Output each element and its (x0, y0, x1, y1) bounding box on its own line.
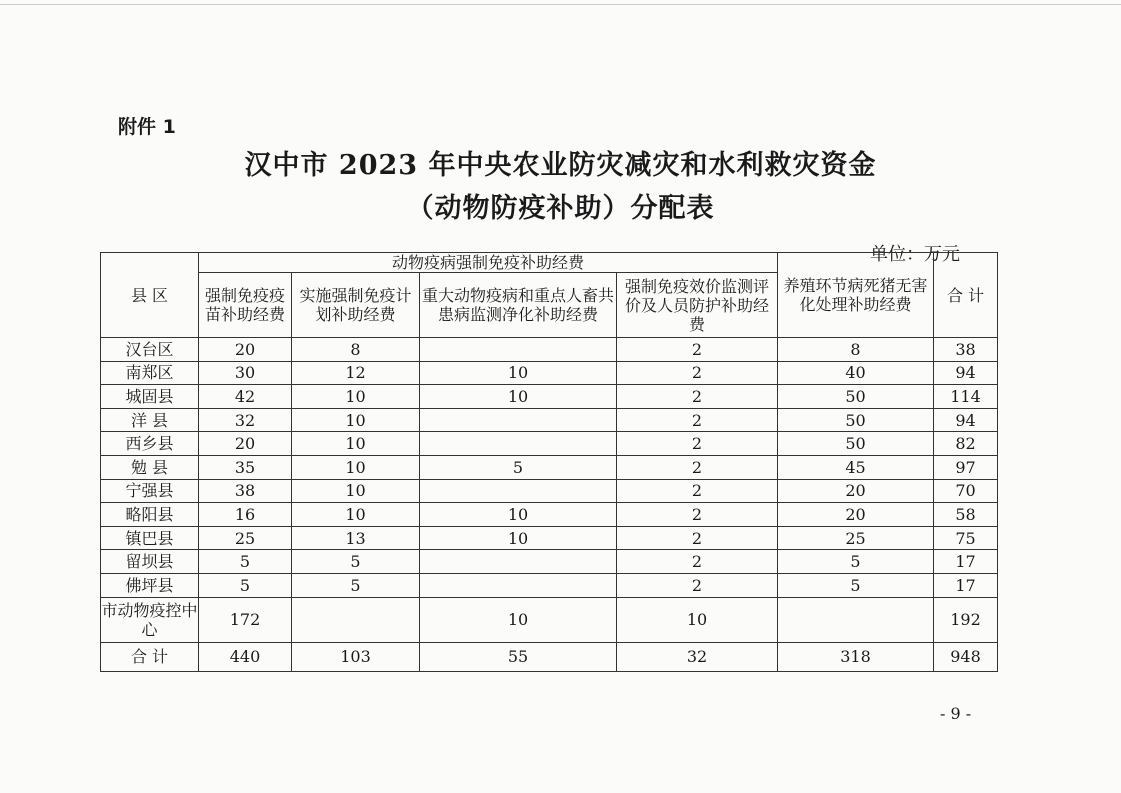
cell-c2: 10 (292, 503, 420, 527)
total-c5: 318 (778, 642, 934, 671)
cell-c3 (420, 408, 617, 432)
header-vaccine-subsidy: 强制免疫疫苗补助经费 (199, 273, 292, 338)
total-label: 合 计 (101, 642, 199, 671)
cell-county: 勉 县 (101, 455, 199, 479)
cell-c1: 172 (199, 597, 292, 642)
cell-c2: 10 (292, 455, 420, 479)
table-body (101, 338, 998, 672)
cell-c5: 45 (778, 455, 934, 479)
cell-c1: 5 (199, 573, 292, 597)
cell-c1: 5 (199, 550, 292, 574)
cell-c1: 16 (199, 503, 292, 527)
cell-c1: 20 (199, 338, 292, 362)
header-efficacy-monitoring: 强制免疫效价监测评价及人员防护补助经费 (617, 273, 778, 338)
cell-county: 南郑区 (101, 361, 199, 385)
cell-c4: 2 (617, 526, 778, 550)
cell-c3 (420, 573, 617, 597)
cell-c5: 8 (778, 338, 934, 362)
cell-c2: 10 (292, 432, 420, 456)
attachment-label: 附件 1 (118, 116, 176, 138)
cell-c3 (420, 550, 617, 574)
cell-c5: 50 (778, 408, 934, 432)
header-group-immunization: 动物疫病强制免疫补助经费 (199, 253, 778, 273)
cell-c4: 2 (617, 479, 778, 503)
cell-total: 58 (934, 503, 998, 527)
table-row (101, 550, 998, 574)
cell-c5: 50 (778, 432, 934, 456)
header-plan-subsidy: 实施强制免疫计划补助经费 (292, 273, 420, 338)
cell-total: 94 (934, 408, 998, 432)
cell-county: 洋 县 (101, 408, 199, 432)
cell-county: 西乡县 (101, 432, 199, 456)
cell-c5: 40 (778, 361, 934, 385)
cell-c1: 38 (199, 479, 292, 503)
cell-c2 (292, 597, 420, 642)
cell-c5: 25 (778, 526, 934, 550)
cell-c4: 2 (617, 432, 778, 456)
cell-county: 宁强县 (101, 479, 199, 503)
table-row (101, 573, 998, 597)
cell-county: 略阳县 (101, 503, 199, 527)
table-row (101, 597, 998, 642)
cell-total: 82 (934, 432, 998, 456)
total-c3: 55 (420, 642, 617, 671)
cell-c5: 5 (778, 573, 934, 597)
cell-c3: 10 (420, 361, 617, 385)
cell-c4: 2 (617, 361, 778, 385)
cell-c1: 32 (199, 408, 292, 432)
cell-county: 市动物疫控中心 (101, 597, 199, 642)
cell-c5: 20 (778, 479, 934, 503)
cell-c4: 2 (617, 408, 778, 432)
cell-county: 汉台区 (101, 338, 199, 362)
total-grand: 948 (934, 642, 998, 671)
cell-c1: 42 (199, 385, 292, 409)
cell-c4: 2 (617, 385, 778, 409)
table-row (101, 385, 998, 409)
cell-c3 (420, 338, 617, 362)
cell-county: 留坝县 (101, 550, 199, 574)
table-row (101, 338, 998, 362)
table-total-row (101, 642, 998, 671)
table-header (101, 253, 998, 338)
table-row (101, 503, 998, 527)
header-total: 合 计 (934, 253, 998, 338)
total-c1: 440 (199, 642, 292, 671)
cell-c2: 10 (292, 479, 420, 503)
header-county: 县 区 (101, 253, 199, 338)
cell-c4: 2 (617, 573, 778, 597)
cell-c2: 13 (292, 526, 420, 550)
document-title-line1: 汉中市 2023 年中央农业防灾减灾和水利救灾资金 (244, 150, 877, 181)
table-row (101, 361, 998, 385)
page-number: - 9 - (940, 704, 972, 723)
cell-c4: 2 (617, 455, 778, 479)
allocation-table (100, 252, 998, 672)
cell-c1: 25 (199, 526, 292, 550)
cell-c2: 10 (292, 408, 420, 432)
cell-c4: 2 (617, 550, 778, 574)
header-disease-monitoring: 重大动物疫病和重点人畜共患病监测净化补助经费 (420, 273, 617, 338)
cell-c3: 10 (420, 597, 617, 642)
total-c2: 103 (292, 642, 420, 671)
header-carcass-treatment: 养殖环节病死猪无害化处理补助经费 (778, 253, 934, 338)
table-row (101, 479, 998, 503)
cell-c5 (778, 597, 934, 642)
cell-c5: 5 (778, 550, 934, 574)
cell-county: 佛坪县 (101, 573, 199, 597)
table-row (101, 408, 998, 432)
cell-c2: 8 (292, 338, 420, 362)
table-row (101, 526, 998, 550)
cell-c1: 35 (199, 455, 292, 479)
cell-c3: 10 (420, 503, 617, 527)
cell-c2: 10 (292, 385, 420, 409)
cell-c3: 5 (420, 455, 617, 479)
cell-total: 70 (934, 479, 998, 503)
cell-county: 镇巴县 (101, 526, 199, 550)
cell-total: 94 (934, 361, 998, 385)
cell-c5: 20 (778, 503, 934, 527)
cell-c3 (420, 479, 617, 503)
cell-total: 17 (934, 573, 998, 597)
cell-c3: 10 (420, 385, 617, 409)
cell-total: 75 (934, 526, 998, 550)
cell-total: 192 (934, 597, 998, 642)
cell-total: 114 (934, 385, 998, 409)
table-row (101, 455, 998, 479)
total-c4: 32 (617, 642, 778, 671)
cell-c2: 5 (292, 573, 420, 597)
cell-c4: 10 (617, 597, 778, 642)
cell-c3 (420, 432, 617, 456)
cell-total: 38 (934, 338, 998, 362)
cell-c2: 12 (292, 361, 420, 385)
cell-c5: 50 (778, 385, 934, 409)
cell-c3: 10 (420, 526, 617, 550)
document-title-line2: （动物防疫补助）分配表 (406, 193, 715, 224)
cell-c4: 2 (617, 503, 778, 527)
cell-c1: 30 (199, 361, 292, 385)
cell-total: 97 (934, 455, 998, 479)
page-top-rule (0, 4, 1121, 5)
unit-label: 单位：万元 (870, 244, 960, 265)
cell-c4: 2 (617, 338, 778, 362)
cell-total: 17 (934, 550, 998, 574)
cell-c1: 20 (199, 432, 292, 456)
cell-c2: 5 (292, 550, 420, 574)
cell-county: 城固县 (101, 385, 199, 409)
table-row (101, 432, 998, 456)
